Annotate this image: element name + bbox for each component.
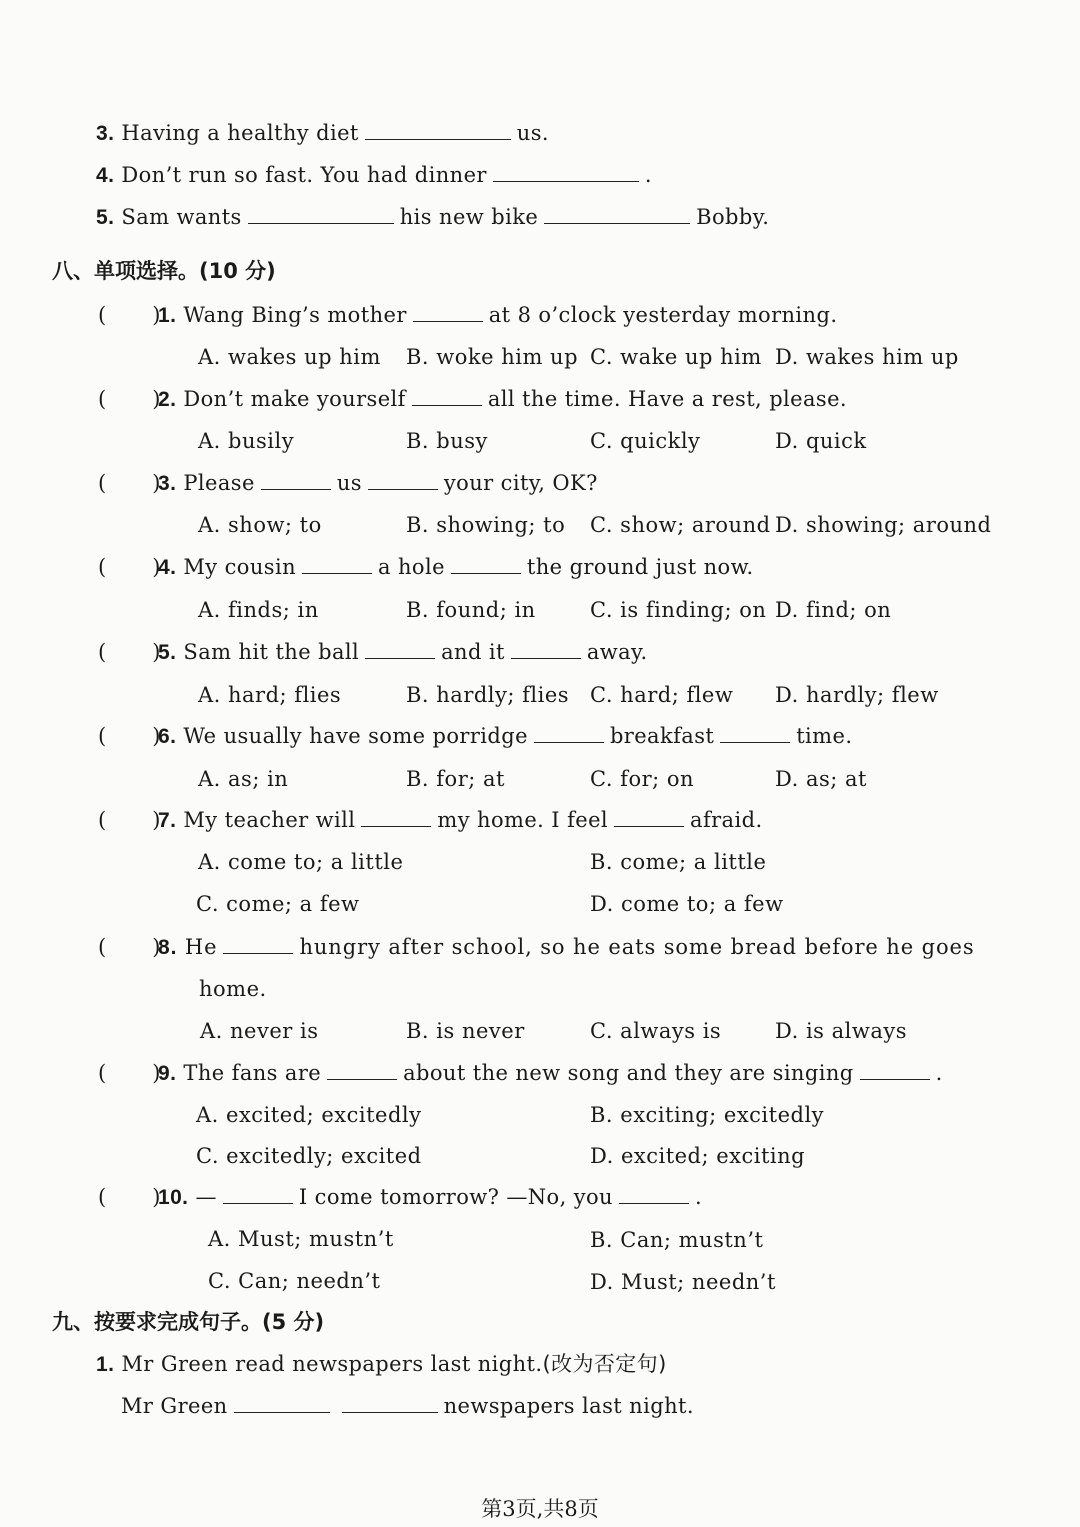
answer-blank[interactable] xyxy=(223,933,293,954)
option-c: C. hard; flew xyxy=(590,683,734,707)
option-c: C. quickly xyxy=(590,429,701,453)
option-d: D. is always xyxy=(775,1019,907,1043)
option-b: B. showing; to xyxy=(406,513,566,537)
answer-bracket[interactable]: ( ) xyxy=(98,808,161,832)
p7-question-4: 4. Don’t run so fast. You had dinner . xyxy=(96,163,652,187)
option-a: A. busily xyxy=(198,429,295,453)
option-b: B. woke him up xyxy=(406,345,579,369)
answer-bracket[interactable]: ( ) xyxy=(98,471,161,495)
option-c: C. for; on xyxy=(590,767,695,791)
section-8-title: 八、单项选择。(10 分) xyxy=(52,259,276,283)
mc-question-6: 6. We usually have some porridge breakfast time. xyxy=(158,724,853,748)
page-number: 第3页,共8页 xyxy=(481,1497,599,1521)
answer-blank[interactable] xyxy=(860,1059,930,1080)
option-a: A. never is xyxy=(200,1019,319,1043)
option-a: A. wakes up him xyxy=(198,345,381,369)
answer-bracket[interactable]: ( ) xyxy=(98,303,161,327)
mc-question-5: 5. Sam hit the ball and it away. xyxy=(158,640,648,664)
answer-bracket[interactable]: ( ) xyxy=(98,640,161,664)
option-c: C. Can; needn’t xyxy=(208,1269,381,1293)
answer-blank[interactable] xyxy=(361,806,431,827)
option-d: D. Must; needn’t xyxy=(590,1270,776,1294)
mc-question-2: 2. Don’t make yourself all the time. Have a rest, please. xyxy=(158,387,847,411)
answer-blank[interactable] xyxy=(413,301,483,322)
option-d: D. hardly; flew xyxy=(775,683,939,707)
option-a: A. hard; flies xyxy=(198,683,342,707)
option-d: D. excited; exciting xyxy=(590,1144,806,1168)
option-b: B. busy xyxy=(406,429,488,453)
answer-blank[interactable] xyxy=(412,385,482,406)
p7-question-3: 3. Having a healthy diet us. xyxy=(96,121,549,145)
transform-answer-line: Mr Green newspapers last night. xyxy=(121,1394,694,1418)
mc-question-10: 10. — I come tomorrow? —No, you . xyxy=(158,1185,703,1209)
option-b: B. Can; mustn’t xyxy=(590,1228,764,1252)
p7-question-5: 5. Sam wants his new bike Bobby. xyxy=(96,205,770,229)
question-number: 4. xyxy=(96,164,115,187)
answer-blank[interactable] xyxy=(720,722,790,743)
option-d: D. showing; around xyxy=(775,513,992,537)
option-d: D. find; on xyxy=(775,598,892,622)
answer-bracket[interactable]: ( ) xyxy=(98,1185,161,1209)
answer-blank[interactable] xyxy=(619,1183,689,1204)
transform-question-1: 1. Mr Green read newspapers last night.(改为否定句) xyxy=(96,1352,667,1376)
answer-bracket[interactable]: ( ) xyxy=(98,935,161,959)
option-c: C. show; around xyxy=(590,513,771,537)
answer-blank[interactable] xyxy=(493,161,639,182)
answer-blank[interactable] xyxy=(368,469,438,490)
question-number: 3. xyxy=(96,122,115,145)
option-c: C. come; a few xyxy=(196,892,360,916)
option-d: D. wakes him up xyxy=(775,345,959,369)
mc-question-1: 1. Wang Bing’s mother at 8 o’clock yesterday morning. xyxy=(158,303,838,327)
answer-blank[interactable] xyxy=(534,722,604,743)
answer-blank[interactable] xyxy=(248,203,394,224)
answer-blank[interactable] xyxy=(365,119,511,140)
option-d: D. quick xyxy=(775,429,867,453)
section-9-title: 九、按要求完成句子。(5 分) xyxy=(52,1310,325,1334)
answer-bracket[interactable]: ( ) xyxy=(98,555,161,579)
option-a: A. as; in xyxy=(198,767,289,791)
answer-blank[interactable] xyxy=(223,1183,293,1204)
option-a: A. show; to xyxy=(198,513,322,537)
option-b: B. found; in xyxy=(406,598,536,622)
option-c: C. wake up him xyxy=(590,345,762,369)
answer-blank[interactable] xyxy=(327,1059,397,1080)
option-b: B. is never xyxy=(406,1019,525,1043)
answer-blank[interactable] xyxy=(544,203,690,224)
answer-bracket[interactable]: ( ) xyxy=(98,724,161,748)
option-b: B. come; a little xyxy=(590,850,767,874)
answer-blank[interactable] xyxy=(614,806,684,827)
option-b: B. exciting; excitedly xyxy=(590,1103,825,1127)
mc-question-4: 4. My cousin a hole the ground just now. xyxy=(158,555,754,579)
answer-blank[interactable] xyxy=(365,638,435,659)
question-continuation: home. xyxy=(199,977,267,1001)
option-d: D. as; at xyxy=(775,767,867,791)
mc-question-9: 9. The fans are about the new song and they are singing . xyxy=(158,1061,943,1085)
option-a: A. come to; a little xyxy=(198,850,404,874)
question-number: 5. xyxy=(96,206,115,229)
answer-blank[interactable] xyxy=(302,553,372,574)
option-b: B. hardly; flies xyxy=(406,683,570,707)
answer-blank[interactable] xyxy=(511,638,581,659)
option-a: A. finds; in xyxy=(198,598,319,622)
option-d: D. come to; a few xyxy=(590,892,784,916)
answer-blank[interactable] xyxy=(451,553,521,574)
answer-bracket[interactable]: ( ) xyxy=(98,1061,161,1085)
option-c: C. is finding; on xyxy=(590,598,767,622)
option-b: B. for; at xyxy=(406,767,505,791)
option-c: C. excitedly; excited xyxy=(196,1144,422,1168)
option-a: A. Must; mustn’t xyxy=(208,1227,394,1251)
option-c: C. always is xyxy=(590,1019,722,1043)
answer-blank[interactable] xyxy=(234,1392,330,1413)
mc-question-3: 3. Please us your city, OK? xyxy=(158,471,598,495)
mc-question-8: 8. He hungry after school, so he eats some bread before he goes xyxy=(158,935,975,959)
answer-blank[interactable] xyxy=(342,1392,438,1413)
option-a: A. excited; excitedly xyxy=(196,1103,422,1127)
answer-bracket[interactable]: ( ) xyxy=(98,387,161,411)
mc-question-7: 7. My teacher will my home. I feel afraid. xyxy=(158,808,763,832)
answer-blank[interactable] xyxy=(261,469,331,490)
